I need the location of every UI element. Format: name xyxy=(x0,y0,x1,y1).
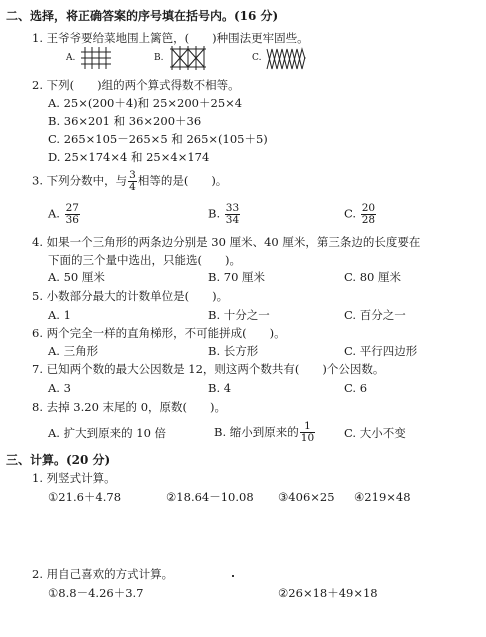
q3-option-c xyxy=(344,203,377,226)
q1-option-b-label: B. xyxy=(154,53,164,63)
question-8-stem: 8. 去掉 3.20 末尾的 0，原数( )。 xyxy=(32,400,226,414)
q3-c-denominator: 28 xyxy=(361,214,376,227)
q3-c-numerator: 20 xyxy=(361,202,376,214)
q2-option-d: D. 25×174×4 和 25×4×174 xyxy=(48,150,210,164)
q8-b-numerator: 1 xyxy=(300,421,315,433)
q3-option-c-label: C. xyxy=(344,206,357,221)
q3-option-a-fraction xyxy=(65,203,80,226)
q1-option-c-label: C. xyxy=(252,53,262,63)
q3-b-numerator: 33 xyxy=(225,202,240,214)
q7-option-b: B. 4 xyxy=(208,381,232,395)
q3-stem-suffix: 相等的是( )。 xyxy=(137,173,228,188)
question-1-stem: 1. 王爷爷要给菜地围上篱笆，( )种围法更牢固些。 xyxy=(32,31,309,45)
calc-1-item-4: ④219×48 xyxy=(354,490,411,504)
q4-option-b: B. 70 厘米 xyxy=(208,270,266,284)
q3-option-b-fraction xyxy=(225,203,240,226)
q3-a-denominator: 36 xyxy=(65,214,79,227)
q5-option-b: B. 十分之一 xyxy=(208,308,270,322)
scan-dot-mark xyxy=(232,575,234,577)
calc-1-item-3: ③406×25 xyxy=(278,490,335,504)
q3-stem-fraction xyxy=(128,170,137,193)
calc-2-item-2: ②26×18＋49×18 xyxy=(278,586,378,600)
q7-option-c: C. 6 xyxy=(344,381,368,395)
question-5-stem: 5. 小数部分最大的计数单位是( )。 xyxy=(32,289,229,303)
fence-grid-figure-a xyxy=(80,46,112,70)
calc-2-item-1: ①8.8－4.26＋3.7 xyxy=(48,586,144,600)
question-6-stem: 6. 两个完全一样的直角梯形，不可能拼成( )。 xyxy=(32,326,286,340)
q5-option-c: C. 百分之一 xyxy=(344,308,406,322)
calc-part-2-stem: 2. 用自己喜欢的方式计算。 xyxy=(32,567,174,581)
q3-option-a-label: A. xyxy=(48,206,60,221)
q5-option-a: A. 1 xyxy=(48,308,71,322)
question-7-stem: 7. 已知两个数的最大公因数是 12，则这两个数共有( )个公因数。 xyxy=(32,362,385,376)
q2-option-b: B. 36×201 和 36×200＋36 xyxy=(48,114,202,128)
q8-option-b-text: B. 缩小到原来的 xyxy=(214,424,299,439)
q1-option-a-label: A. xyxy=(66,53,76,63)
question-4-stem-line2: 下面的三个量中选出，只能选( )。 xyxy=(48,253,241,267)
question-2-stem: 2. 下列( )组的两个算式得数不相等。 xyxy=(32,78,240,92)
q8-b-denominator: 10 xyxy=(300,432,315,445)
section-3-heading: 三、计算。(20 分) xyxy=(6,453,111,467)
q7-option-a: A. 3 xyxy=(48,381,71,395)
calc-part-1-stem: 1. 列竖式计算。 xyxy=(32,471,116,485)
q3-a-numerator: 27 xyxy=(65,202,79,214)
q8-option-a: A. 扩大到原来的 10 倍 xyxy=(48,426,167,440)
question-4-stem-line1: 4. 如果一个三角形的两条边分别是 30 厘米、40 厘米，第三条边的长度要在 xyxy=(32,235,421,249)
q2-option-c: C. 265×105－265×5 和 265×(105＋5) xyxy=(48,132,268,146)
q4-option-a: A. 50 厘米 xyxy=(48,270,105,284)
q3-stem-denominator: 4 xyxy=(129,181,136,194)
q3-stem-numerator: 3 xyxy=(129,169,136,181)
q8-option-b xyxy=(214,421,316,444)
q3-b-denominator: 34 xyxy=(225,214,240,227)
q8-option-c: C. 大小不变 xyxy=(344,426,406,440)
fence-cross-figure-b xyxy=(168,45,208,71)
q3-stem-prefix: 3. 下列分数中，与 xyxy=(32,173,128,188)
q3-option-a xyxy=(48,203,81,226)
q6-option-a: A. 三角形 xyxy=(48,344,99,358)
q6-option-b: B. 长方形 xyxy=(208,344,259,358)
q8-option-b-fraction xyxy=(300,421,315,444)
q6-option-c: C. 平行四边形 xyxy=(344,344,418,358)
q2-option-a: A. 25×(200＋4)和 25×200＋25×4 xyxy=(48,96,243,110)
fence-zigzag-figure-c xyxy=(266,47,306,71)
q3-option-b xyxy=(208,203,241,226)
calc-1-item-1: ①21.6＋4.78 xyxy=(48,490,122,504)
q3-option-c-fraction xyxy=(361,203,376,226)
question-3-stem xyxy=(32,170,227,193)
calc-1-item-2: ②18.64－10.08 xyxy=(166,490,254,504)
section-2-heading: 二、选择，将正确答案的序号填在括号内。(16 分) xyxy=(6,9,279,23)
q4-option-c: C. 80 厘米 xyxy=(344,270,401,284)
q3-option-b-label: B. xyxy=(208,206,221,221)
